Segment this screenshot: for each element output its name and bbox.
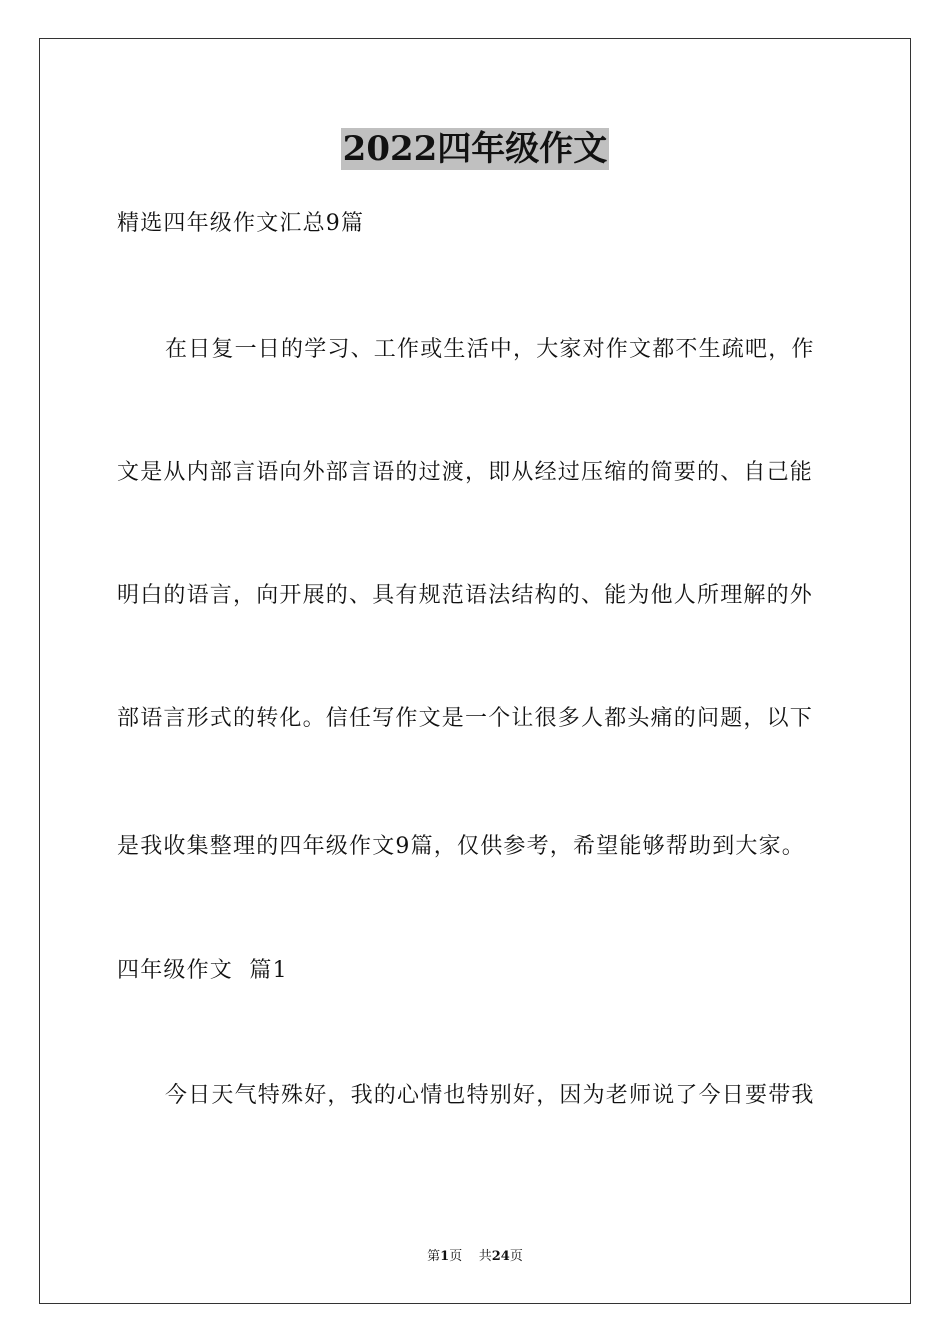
intro-line-3: 明白的语言，向开展的、具有规范语法结构的、能为他人所理解的外	[117, 583, 814, 608]
footer-page-suffix: 页	[449, 1249, 463, 1264]
document-subtitle: 精选四年级作文汇总9篇	[117, 211, 365, 236]
footer-page-number: 1	[440, 1249, 450, 1264]
intro-line-5: 是我收集整理的四年级作文9篇，仅供参考，希望能够帮助到大家。	[117, 834, 805, 859]
document-title-text: 2022四年级作文	[342, 129, 608, 169]
footer-total-suffix: 页	[509, 1249, 523, 1264]
document-title	[0, 128, 950, 172]
footer-page-prefix: 第	[427, 1249, 441, 1264]
section-heading: 四年级作文 篇1	[117, 958, 288, 983]
footer-total-prefix: 共	[478, 1249, 492, 1264]
footer-total-pages: 24	[491, 1249, 510, 1264]
intro-line-2: 文是从内部言语向外部言语的过渡，即从经过压缩的简要的、自己能	[117, 460, 814, 485]
intro-line-4: 部语言形式的转化。信任写作文是一个让很多人都头痛的问题，以下	[117, 706, 814, 731]
section-line-1: 今日天气特殊好，我的心情也特别好，因为老师说了今日要带我	[165, 1083, 815, 1108]
page-footer	[0, 1248, 950, 1266]
intro-line-1: 在日复一日的学习、工作或生活中，大家对作文都不生疏吧，作	[165, 337, 815, 362]
